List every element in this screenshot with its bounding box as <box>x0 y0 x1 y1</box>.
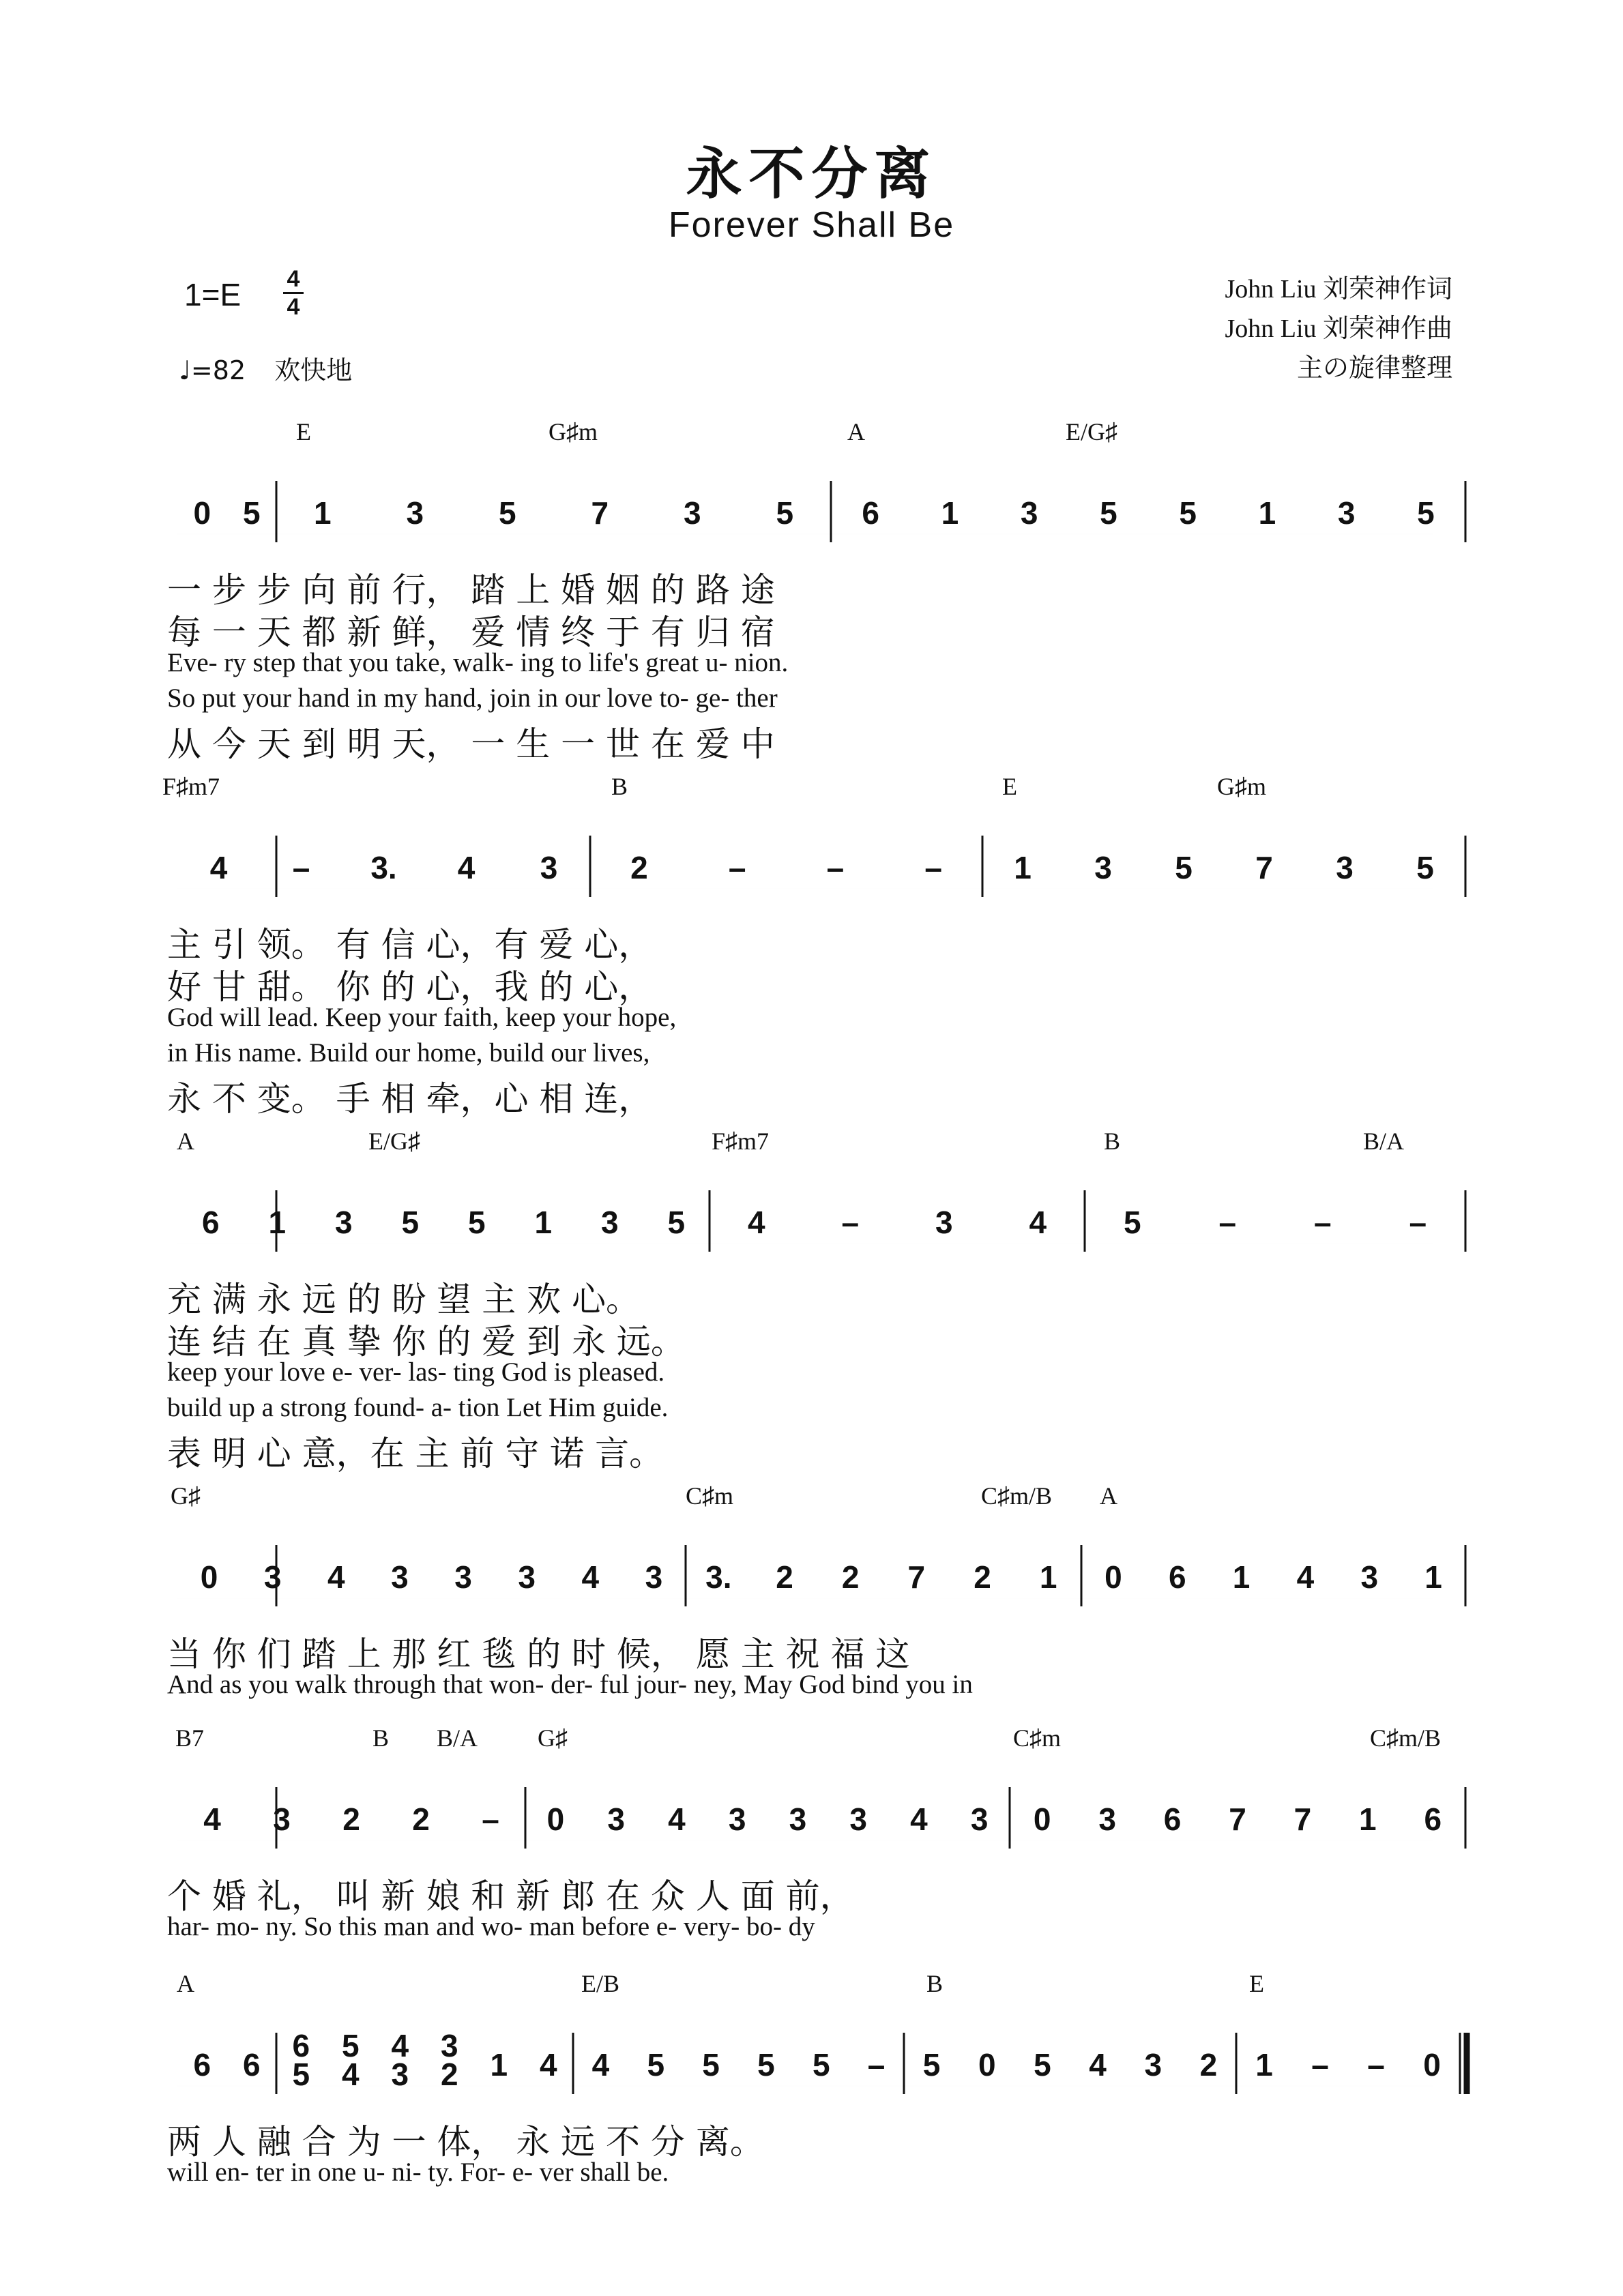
note: 5 <box>1175 850 1193 885</box>
note-dash: – <box>292 850 310 885</box>
note: 6 <box>1168 1559 1186 1595</box>
note: 4 <box>327 1559 345 1595</box>
lyric-line-chinese: 主 引 领。 有 信 心，有 爱 心， <box>167 925 653 965</box>
note: 3 <box>263 1559 282 1595</box>
note: 3 <box>273 1801 291 1837</box>
lyric-line-english: will en- ter in one u- ni- ty. For- e- ver shall be. <box>167 2158 669 2187</box>
note: 1 <box>1232 1559 1251 1595</box>
note-stack-top: 5 <box>341 2028 360 2063</box>
note: 3 <box>518 1559 536 1595</box>
note: 3 <box>406 495 424 531</box>
note: 1 <box>1258 495 1276 531</box>
note: 5 <box>467 1205 486 1240</box>
chord-symbol: B7 <box>175 1724 205 1752</box>
chord-symbol: B/A <box>436 1724 478 1752</box>
chord-symbol: A <box>177 1128 194 1155</box>
note: 5 <box>498 495 516 531</box>
chord-symbol: G♯ <box>538 1724 568 1752</box>
note: 2 <box>776 1559 793 1595</box>
lyric-line-english: So put your hand in my hand, join in our love to- ge- ther <box>167 683 778 713</box>
lyric-line-chinese: 从 今 天 到 明 天， 一 生 一 世 在 爱 中 <box>167 724 775 764</box>
chord-symbol: C♯m <box>1012 1724 1062 1752</box>
note: 1 <box>268 1205 287 1240</box>
note-dash: – <box>826 850 845 885</box>
chord-symbol: E/B <box>581 1970 620 1997</box>
lyric-line-english: God will lead. Keep your faith, keep your hope, <box>167 1003 677 1032</box>
note: 3 <box>645 1559 663 1595</box>
tempo-value: ♩=82 <box>179 355 246 385</box>
note: 6 <box>1163 1801 1182 1837</box>
song-title: 永不分离 <box>686 142 937 207</box>
note: 3 <box>728 1801 746 1837</box>
lyric-line-chinese: 当 你 们 踏 上 那 红 毯 的 时 候， 愿 主 祝 福 这 <box>167 1634 910 1674</box>
time-signature-bottom: 4 <box>287 294 300 320</box>
note: 0 <box>546 1801 565 1837</box>
note: 5 <box>667 1205 686 1240</box>
chord-symbol: F♯m7 <box>711 1128 770 1155</box>
note: 3 <box>1144 2047 1163 2082</box>
lyric-line-chinese: 充 满 永 远 的 盼 望 主 欢 心。 <box>167 1280 641 1319</box>
note: 0 <box>1105 1559 1122 1595</box>
note: 5 <box>776 495 794 531</box>
note: 5 <box>922 2047 941 2082</box>
note-dash: – <box>1409 1205 1427 1240</box>
tempo-expression: 欢快地 <box>274 355 353 385</box>
chord-symbol: E/G♯ <box>1066 418 1117 445</box>
note-stack-bottom: 2 <box>440 2057 458 2092</box>
note-stack-top: 6 <box>292 2028 310 2063</box>
lyric-line-english: in His name. Build our home, build our lives, <box>167 1038 650 1068</box>
chord-symbol: G♯m <box>1217 773 1266 800</box>
note: 0 <box>200 1559 218 1595</box>
note: 3 <box>1336 850 1354 885</box>
chord-symbol: F♯m7 <box>162 773 220 800</box>
lyric-line-english: build up a strong found- a- tion Let Him guide. <box>167 1393 669 1422</box>
note: 4 <box>1296 1559 1315 1595</box>
lyric-line-english: har- mo- ny. So this man and wo- man before e- very- bo- dy <box>167 1912 815 1941</box>
lyric-line-chinese: 个 婚 礼， 叫 新 娘 和 新 郎 在 众 人 面 前， <box>167 1876 854 1916</box>
song-subtitle: Forever Shall Be <box>668 205 955 245</box>
note: 2 <box>342 1801 360 1837</box>
chord-symbol: B/A <box>1362 1128 1405 1155</box>
note: 2 <box>841 1559 860 1595</box>
note: 2 <box>630 850 648 885</box>
note: 3 <box>970 1801 989 1837</box>
note-stack-bottom: 3 <box>391 2057 409 2092</box>
note: 5 <box>702 2047 720 2082</box>
chord-symbol: B <box>372 1724 390 1752</box>
lyric-line-english: And as you walk through that won- der- ful jour- ney, May God bind you in <box>167 1670 973 1699</box>
note: 0 <box>1423 2047 1441 2082</box>
note: 2 <box>412 1801 430 1837</box>
composer-credit: John Liu 刘荣神作曲 <box>1225 314 1452 343</box>
note: 6 <box>193 2047 211 2082</box>
note: 3 <box>1094 850 1112 885</box>
note: 4 <box>747 1205 765 1240</box>
note: 3 <box>849 1801 867 1837</box>
note: 5 <box>1416 850 1434 885</box>
note-dash: – <box>482 1801 499 1837</box>
chord-symbol: C♯m/B <box>980 1482 1053 1510</box>
note: 1 <box>1424 1559 1442 1595</box>
note-dash: – <box>1313 1205 1332 1240</box>
note: 5 <box>1100 495 1117 531</box>
chord-symbol: A <box>177 1970 194 1997</box>
note-dash: – <box>924 850 942 885</box>
note: 1 <box>490 2047 508 2082</box>
note-stack-top: 3 <box>440 2028 458 2063</box>
note: 5 <box>1179 495 1197 531</box>
note: 6 <box>242 2047 261 2082</box>
note-dash: – <box>1218 1205 1237 1240</box>
note-dash: – <box>1367 2047 1385 2082</box>
note: 1 <box>941 495 959 531</box>
note: 7 <box>1229 1801 1246 1837</box>
note: 4 <box>457 850 476 885</box>
note: 4 <box>1029 1205 1047 1240</box>
note: 4 <box>910 1801 928 1837</box>
note-dash: – <box>867 2047 886 2082</box>
note: 3 <box>540 850 558 885</box>
note: 4 <box>209 850 228 885</box>
chord-symbol: C♯m <box>685 1482 734 1510</box>
note: 5 <box>1034 2047 1051 2082</box>
note: 4 <box>581 1559 600 1595</box>
lyric-line-english: Eve- ry step that you take, walk- ing to life's great u- nion. <box>167 648 789 677</box>
note: 6 <box>1424 1801 1442 1837</box>
note: 3 <box>1360 1559 1379 1595</box>
chord-symbol: G♯ <box>171 1482 201 1510</box>
note: 0 <box>978 2047 996 2082</box>
note: 4 <box>591 2047 610 2082</box>
note: 1 <box>534 1205 553 1240</box>
note-dash: – <box>1311 2047 1329 2082</box>
note: 3 <box>1020 495 1038 531</box>
note: 3 <box>1337 495 1356 531</box>
note: 4 <box>1089 2047 1107 2082</box>
note: 3 <box>334 1205 353 1240</box>
note: 3. <box>370 850 397 885</box>
lyric-line-chinese: 表 明 心 意，在 主 前 守 诺 言。 <box>167 1434 664 1473</box>
note: 3 <box>935 1205 953 1240</box>
note: 6 <box>201 1205 220 1240</box>
lyric-line-chinese: 一 步 步 向 前 行， 踏 上 婚 姻 的 路 途 <box>167 570 775 610</box>
chord-symbol: E/G♯ <box>368 1128 420 1155</box>
arranger-credit: 主の旋律整理 <box>1296 354 1452 383</box>
note: 3 <box>600 1205 619 1240</box>
chord-symbol: A <box>847 418 865 445</box>
chord-symbol: B <box>611 773 628 800</box>
note: 3. <box>705 1559 732 1595</box>
chord-symbol: G♯m <box>549 418 598 445</box>
note: 1 <box>1255 2047 1273 2082</box>
lyric-line-chinese: 永 不 变。 手 相 牵，心 相 连， <box>167 1079 653 1119</box>
lyric-line-chinese: 好 甘 甜。 你 的 心，我 的 心， <box>167 967 653 1007</box>
lyric-line-chinese: 连 结 在 真 挚 你 的 爱 到 永 远。 <box>167 1322 685 1362</box>
note: 3 <box>683 495 701 531</box>
note: 4 <box>203 1801 221 1837</box>
note: 3 <box>607 1801 625 1837</box>
chord-symbol: B <box>1103 1128 1121 1155</box>
lyric-line-english: keep your love e- ver- las- ting God is pleased. <box>167 1357 665 1387</box>
key-signature: 1=E <box>184 277 242 312</box>
note: 5 <box>242 495 261 531</box>
note: 3 <box>789 1801 807 1837</box>
note: 2 <box>1199 2047 1218 2082</box>
note-dash: – <box>841 1205 860 1240</box>
time-signature-top: 4 <box>287 266 300 292</box>
note: 4 <box>668 1801 686 1837</box>
note-stack-bottom: 5 <box>292 2057 310 2092</box>
note: 5 <box>647 2047 665 2082</box>
note: 5 <box>1123 1205 1141 1240</box>
note: 5 <box>757 2047 775 2082</box>
chord-symbol: A <box>1100 1482 1117 1510</box>
note: 0 <box>1033 1801 1051 1837</box>
note: 3 <box>1098 1801 1116 1837</box>
lyric-line-chinese: 每 一 天 都 新 鲜， 爱 情 终 于 有 归 宿 <box>167 613 775 652</box>
lyric-line-chinese: 两 人 融 合 为 一 体， 永 远 不 分 离。 <box>167 2122 764 2162</box>
note: 1 <box>313 495 332 531</box>
note: 7 <box>907 1559 926 1595</box>
note: 7 <box>591 495 609 531</box>
note: 6 <box>862 495 879 531</box>
note: 2 <box>974 1559 991 1595</box>
note: 5 <box>1417 495 1435 531</box>
note-stack-top: 4 <box>391 2028 409 2063</box>
note-dash: – <box>728 850 746 885</box>
note-stack-bottom: 4 <box>341 2057 360 2092</box>
note: 1 <box>1014 850 1032 885</box>
chord-symbol: E <box>1249 1970 1264 1997</box>
note: 0 <box>193 495 211 531</box>
chord-symbol: C♯m/B <box>1369 1724 1442 1752</box>
chord-symbol: E <box>296 418 311 445</box>
note: 5 <box>812 2047 830 2082</box>
note: 3 <box>454 1559 472 1595</box>
chord-symbol: B <box>926 1970 944 1997</box>
note: 4 <box>539 2047 557 2082</box>
note: 7 <box>1255 850 1273 885</box>
chord-symbol: E <box>1002 773 1017 800</box>
note: 5 <box>401 1205 420 1240</box>
note: 7 <box>1293 1801 1312 1837</box>
note: 1 <box>1039 1559 1057 1595</box>
note: 1 <box>1359 1801 1377 1837</box>
lyricist-credit: John Liu 刘荣神作词 <box>1225 275 1452 304</box>
note: 3 <box>391 1559 409 1595</box>
